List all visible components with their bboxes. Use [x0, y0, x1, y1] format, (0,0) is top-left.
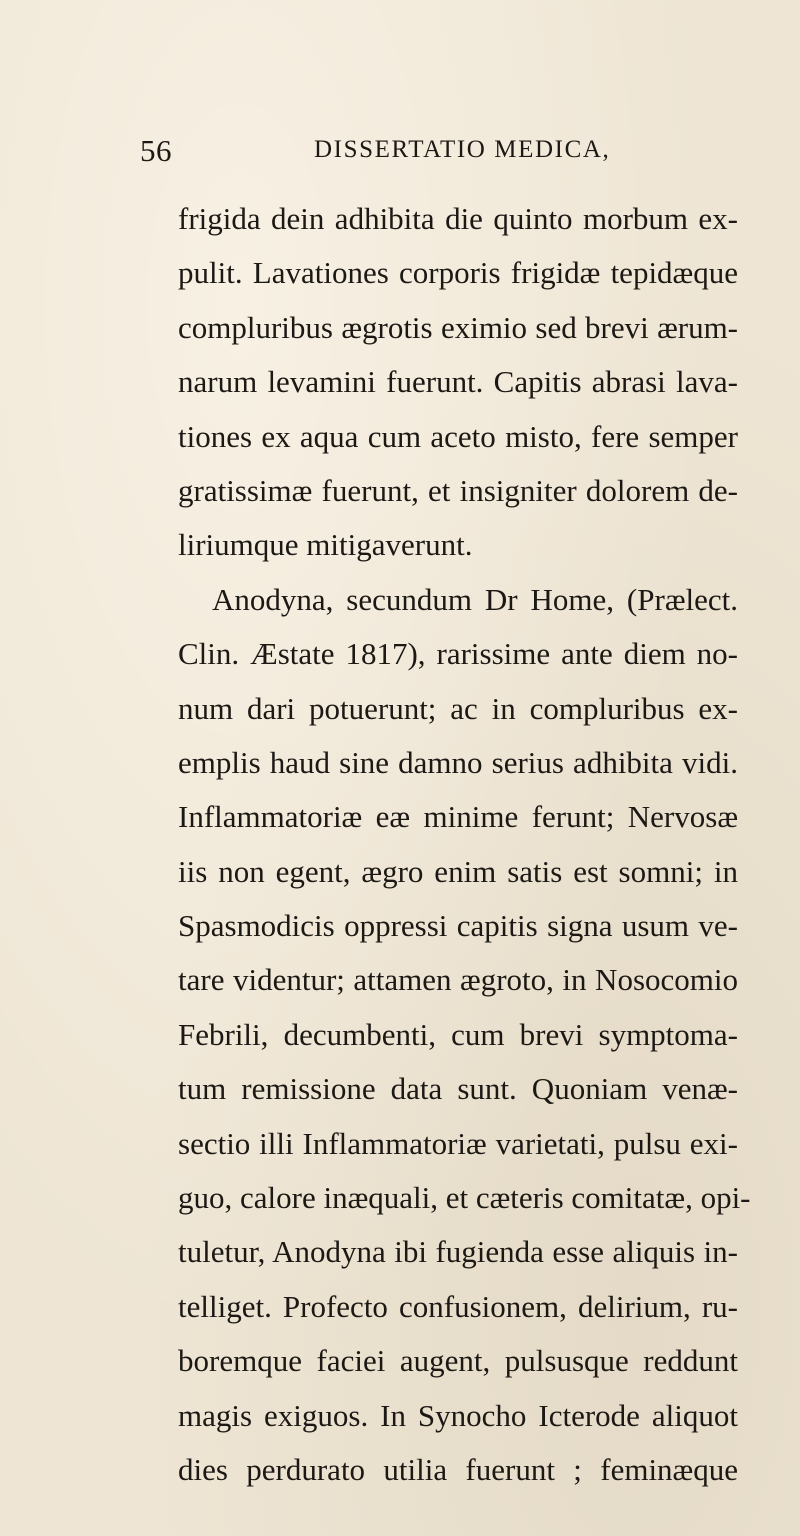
text-line: tum remissione data sunt. Quoniam venæ- — [178, 1071, 738, 1107]
text-line: Anodyna, secundum Dr Home, (Prælect. — [212, 581, 738, 617]
text-line: Inflammatoriæ eæ minime ferunt; Nervosæ — [178, 799, 738, 835]
text-line: Febrili, decumbenti, cum brevi symptoma- — [178, 1016, 738, 1052]
text-line: iis non egent, ægro enim satis est somni; in — [178, 853, 738, 889]
page-number: 56 — [140, 133, 172, 168]
running-head: DISSERTATIO MEDICA, — [314, 136, 611, 163]
text-line: narum levamini fuerunt. Capitis abrasi lava- — [178, 364, 738, 400]
text-line: tiones ex aqua cum aceto misto, fere semper — [178, 418, 738, 454]
body-text — [178, 192, 751, 1497]
text-line: Clin. Æstate 1817), rarissime ante diem no- — [178, 636, 738, 672]
text-line: gratissimæ fuerunt, et insigniter dolorem de- — [178, 472, 738, 508]
text-line: Spasmodicis oppressi capitis signa usum ve- — [178, 908, 738, 944]
text-line: telliget. Profecto confusionem, delirium, ru- — [178, 1288, 738, 1324]
text-line: pulit. Lavationes corporis frigidæ tepidæque — [178, 255, 738, 291]
text-line: tuletur, Anodyna ibi fugienda esse aliquis in- — [178, 1234, 738, 1270]
text-line: frigida dein adhibita die quinto morbum ex- — [178, 201, 738, 236]
text-line: magis exiguos. In Synocho Icterode aliquot — [178, 1397, 738, 1433]
text-line: guo, calore inæquali, et cæteris comitatæ, opi- — [178, 1180, 751, 1216]
text-line: liriumque mitigaverunt. — [178, 527, 473, 563]
text-line: dies perdurato utilia fuerunt ; feminæque — [178, 1451, 738, 1487]
page-header — [140, 133, 700, 173]
text-line: sectio illi Inflammatoriæ varietati, pulsu exi- — [178, 1125, 738, 1161]
text-line: tare videntur; attamen ægroto, in Nosocomio — [178, 962, 738, 998]
text-line: emplis haud sine damno serius adhibita vidi. — [178, 744, 738, 780]
text-line: boremque faciei augent, pulsusque reddunt — [178, 1343, 738, 1379]
text-line: compluribus ægrotis eximio sed brevi ærum- — [178, 309, 738, 345]
text-line: num dari potuerunt; ac in compluribus ex- — [178, 690, 738, 726]
